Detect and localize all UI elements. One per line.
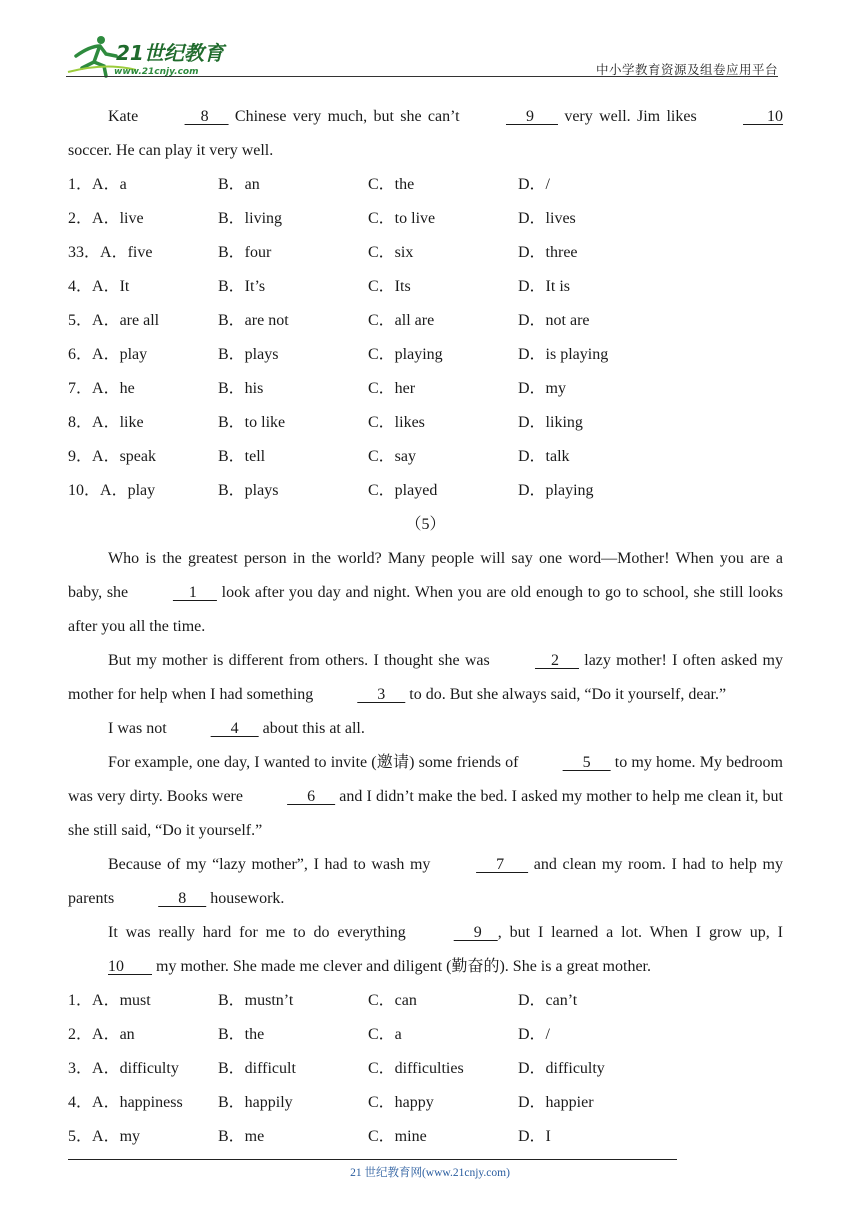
- blank-7: 7: [476, 856, 529, 873]
- question-row: 8．A．like B．to like C．likes D．liking: [68, 414, 583, 431]
- passage5-paragraph: Because of my “lazy mother”, I had to wash my 7 and clean my room. I had to help my parents 8 housework.: [68, 848, 783, 916]
- blank-2: 2: [534, 652, 579, 669]
- passage5-paragraph: It was really hard for me to do everything 9 , but I learned a lot. When I grow up, I 10 my mother. She made me clever and diligent (勤奋的). She is a great mother.: [68, 916, 783, 984]
- blank-8: 8: [158, 890, 207, 907]
- question-list-5: [68, 984, 783, 1154]
- page-header: [0, 0, 860, 90]
- page-footer: 21 世纪教育网(www.21cnjy.com): [350, 1167, 510, 1179]
- question-row: 1．A．must B．mustn’t C．can D．can’t: [68, 992, 578, 1009]
- blank-3: 3: [357, 686, 406, 703]
- question-row: 4．A．happiness B．happily C．happy D．happier: [68, 1094, 594, 1111]
- question-row: 2．A．live B．living C．to live D．lives: [68, 210, 576, 227]
- question-row: 10．A．play B．plays C．played D．playing: [68, 482, 594, 499]
- question-row: 5．A．are all B．are not C．all are D．not are: [68, 312, 590, 329]
- passage4-line1: Kate 8 Chinese very much, but she can’t 9 very well. Jim likes 10: [68, 100, 783, 134]
- blank-6: 6: [287, 788, 336, 805]
- question-row: 33．A．five B．four C．six D．three: [68, 244, 578, 261]
- question-row: 1．A．a B．an C．the D．/: [68, 176, 551, 193]
- question-row: 2．A．an B．the C．a D．/: [68, 1026, 551, 1043]
- footer-divider: [68, 1159, 677, 1160]
- blank-9: 9: [505, 108, 558, 125]
- svg-text:www.21cnjy.com: www.21cnjy.com: [114, 67, 199, 77]
- blank-10: 10: [743, 108, 784, 125]
- blank-1: 1: [172, 584, 217, 601]
- question-row: 3．A．difficulty B．difficult C．difficulties D．difficulty: [68, 1060, 605, 1077]
- site-slogan: 中小学教育资源及组卷应用平台: [595, 62, 778, 77]
- blank-4: 4: [210, 720, 259, 737]
- question-row: 5．A．my B．me C．mine D．I: [68, 1128, 551, 1145]
- blank-5: 5: [562, 754, 611, 771]
- question-list-4: [68, 168, 783, 508]
- passage4-line2: soccer. He can play it very well.: [68, 142, 274, 159]
- blank-9: 9: [453, 924, 498, 941]
- question-row: 6．A．play B．plays C．playing D．is playing: [68, 346, 609, 363]
- document-body: [68, 100, 783, 1154]
- passage5-paragraph: Who is the greatest person in the world? Many people will say one word—Mother! When you are a baby, she 1 look after you day and night. When you are old enough to go to school, she still looks after you all the time.: [68, 550, 783, 635]
- blank-8: 8: [184, 108, 229, 125]
- question-row: 7．A．he B．his C．her D．my: [68, 380, 567, 397]
- section-label: （5）: [405, 516, 446, 533]
- site-logo: [66, 34, 236, 78]
- question-row: 4．A．It B．It’s C．Its D．It is: [68, 278, 571, 295]
- blank-10: 10: [108, 958, 152, 975]
- passage5-paragraph: For example, one day, I wanted to invite (邀请) some friends of 5 to my home. My bedroom was very dirty. Books were 6 and I didn’t make the bed. I asked my mother to help me clean it, but she still said, “Do it yourself.”: [68, 746, 783, 848]
- svg-text:21世纪教育: 21世纪教育: [116, 41, 224, 65]
- header-divider: [66, 76, 778, 77]
- passage5-paragraph: I was not 4 about this at all.: [68, 712, 783, 746]
- passage5-paragraph: But my mother is different from others. I thought she was 2 lazy mother! I often asked my mother for help when I had something 3 to do. But she always said, “Do it yourself, dear.”: [68, 644, 783, 712]
- question-row: 9．A．speak B．tell C．say D．talk: [68, 448, 570, 465]
